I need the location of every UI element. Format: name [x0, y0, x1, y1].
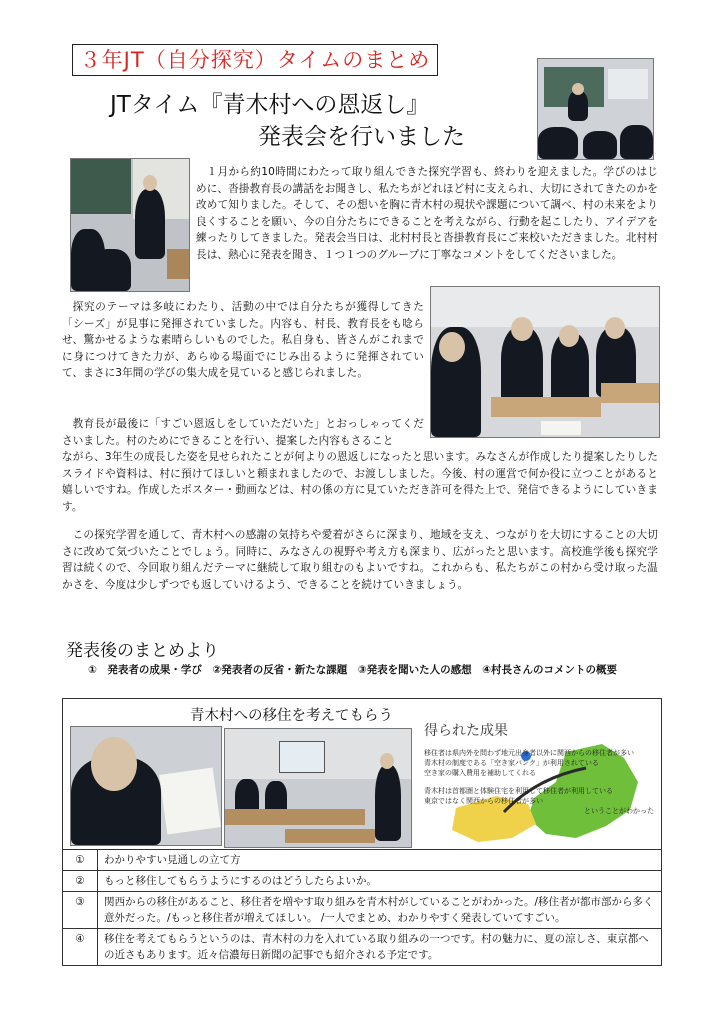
- table-row: [63, 892, 662, 929]
- photo-student-paper: [70, 726, 222, 846]
- table-row: [63, 929, 662, 966]
- row-text: もっと移住してもらうようにするのはどうしたらよいか。: [98, 871, 662, 892]
- headline-line2: 発表会を行いました: [258, 124, 465, 150]
- page-title: ３年JT（自分探究）タイムのまとめ: [72, 44, 438, 76]
- row-number: ④: [63, 929, 98, 966]
- row-number: ②: [63, 871, 98, 892]
- row-text: 移住を考えてもらうというのは、青木村の力を入れている取り組みの一つです。村の魅力に、夏の涼しさ、東京都への近さもあります。近々信濃毎日新聞の記事でも紹介される予定です。: [98, 929, 662, 966]
- photo-classroom-teacher: [70, 158, 190, 292]
- section-title: 発表後のまとめより: [66, 641, 219, 661]
- headline-line1: JTタイム『青木村への恩返し』: [110, 92, 430, 118]
- paragraph-3b: ながら、3年生の成長した姿を見せられたことが何よりの恩返しになったと思います。みなさんが作成したり提案したりしたスライドや資料は、村に預けてほしいと頼まれましたので、お渡ししました。今後、村の運営で何か役に立つことがあると嬉しいですね。作成したポスター・動画などは、村の係の方に見ていただき許可を得た上で、発信できるようにしていきます。: [62, 451, 658, 513]
- row-text: わかりやすい見通しの立て方: [98, 850, 662, 871]
- criteria-legend: ① 発表者の成果・学び ②発表者の反省・新たな課題 ③発表を聞いた人の感想 ④村長さんのコメントの概要: [88, 664, 618, 676]
- table-row: [63, 850, 662, 871]
- map-note-6: ということがわかった: [584, 807, 654, 815]
- map-note-3: 空き家の購入費用を補助してくれる: [424, 769, 536, 777]
- map-note-5: 東京ではなく関西からの移住者が多い: [424, 797, 543, 805]
- paragraph-3a: 教育長が最後に「すごい恩返しをしていただいた」とおっしゃってくださいました。村のためにできることを行い、提案した内容もさること: [62, 418, 424, 447]
- photo-presentation-room: [224, 728, 412, 848]
- row-number: ①: [63, 850, 98, 871]
- photo-lecture: [537, 58, 654, 160]
- paragraph-4: この探究学習を通して、青木村への感謝の気持ちや愛着がさらに深まり、地域を支え、つながりを大切にすることの大切さに改めて気づいたことでしょう。同時に、みなさんの視野や考え方も深まり、広がったと思います。高校進学後も探究学習は続くので、今回取り組んだテーマに継続して取り組むのもよいですね。これからも、私たちがこの村から受け取った温かさを、今度は少しずつでも返していけるよう、できることを続けていきましょう。: [62, 529, 658, 591]
- table-row: [63, 871, 662, 892]
- row-text: 関西からの移住があること、移住者を増やす取り組みを青木村がしていることがわかった。/移住者が都市部から多く意外だった。/もっと移住者が増えてほしい。 /一人でまとめ、わかりやすく発表していてすごい。: [98, 892, 662, 929]
- map-note-1: 移住者は県内外を問わず地元出身者以外に関西からの移住者が多い: [424, 749, 634, 757]
- row-number: ③: [63, 892, 98, 929]
- paragraph-2: 探究のテーマは多岐にわたり、活動の中では自分たちが獲得してきた「シーズ」が見事に発揮されていました。内容も、村長、教育長をも唸らせ、驚かせるような素晴らしいものでした。私自身も、皆さんがこれまでに身につけてきた力が、あらゆる場面でにじみ出るように発揮されていて、まさに3年間の学びの集大成を見ていると感じられました。: [62, 301, 424, 380]
- summary-table: [62, 849, 662, 966]
- photo-students-presenting: [430, 286, 660, 438]
- map-note-2: 青木村の制度である「空き家バンク」が利用されている: [424, 759, 599, 767]
- result-heading: 青木村への移住を考えてもらう: [190, 708, 393, 724]
- map-title: 得られた成果: [424, 723, 508, 739]
- map-note-4: 青木村は首都圏と体験住宅を利用して移住者が利用している: [424, 787, 613, 795]
- paragraph-1: １月から約10時間にわたって取り組んできた探究学習も、終わりを迎えました。学びのはじめに、沓掛教育長の講話をお聞きし、私たちがどれほど村に支えられ、大切にされてきたのかを改めて知りました。そして、その想いを胸に青木村の現状や課題について調べ、村の未来をより良くすることを願い、今の自分たちにできることを考えながら、行動を起こしたり、アイデアを練ったりしてきました。発表会当日は、北村村長と沓掛教育長にご来校いただきました。北村村長は、熱心に発表を聞き、１つ１つのグループに丁寧なコメントをしてくださいました。: [196, 166, 658, 261]
